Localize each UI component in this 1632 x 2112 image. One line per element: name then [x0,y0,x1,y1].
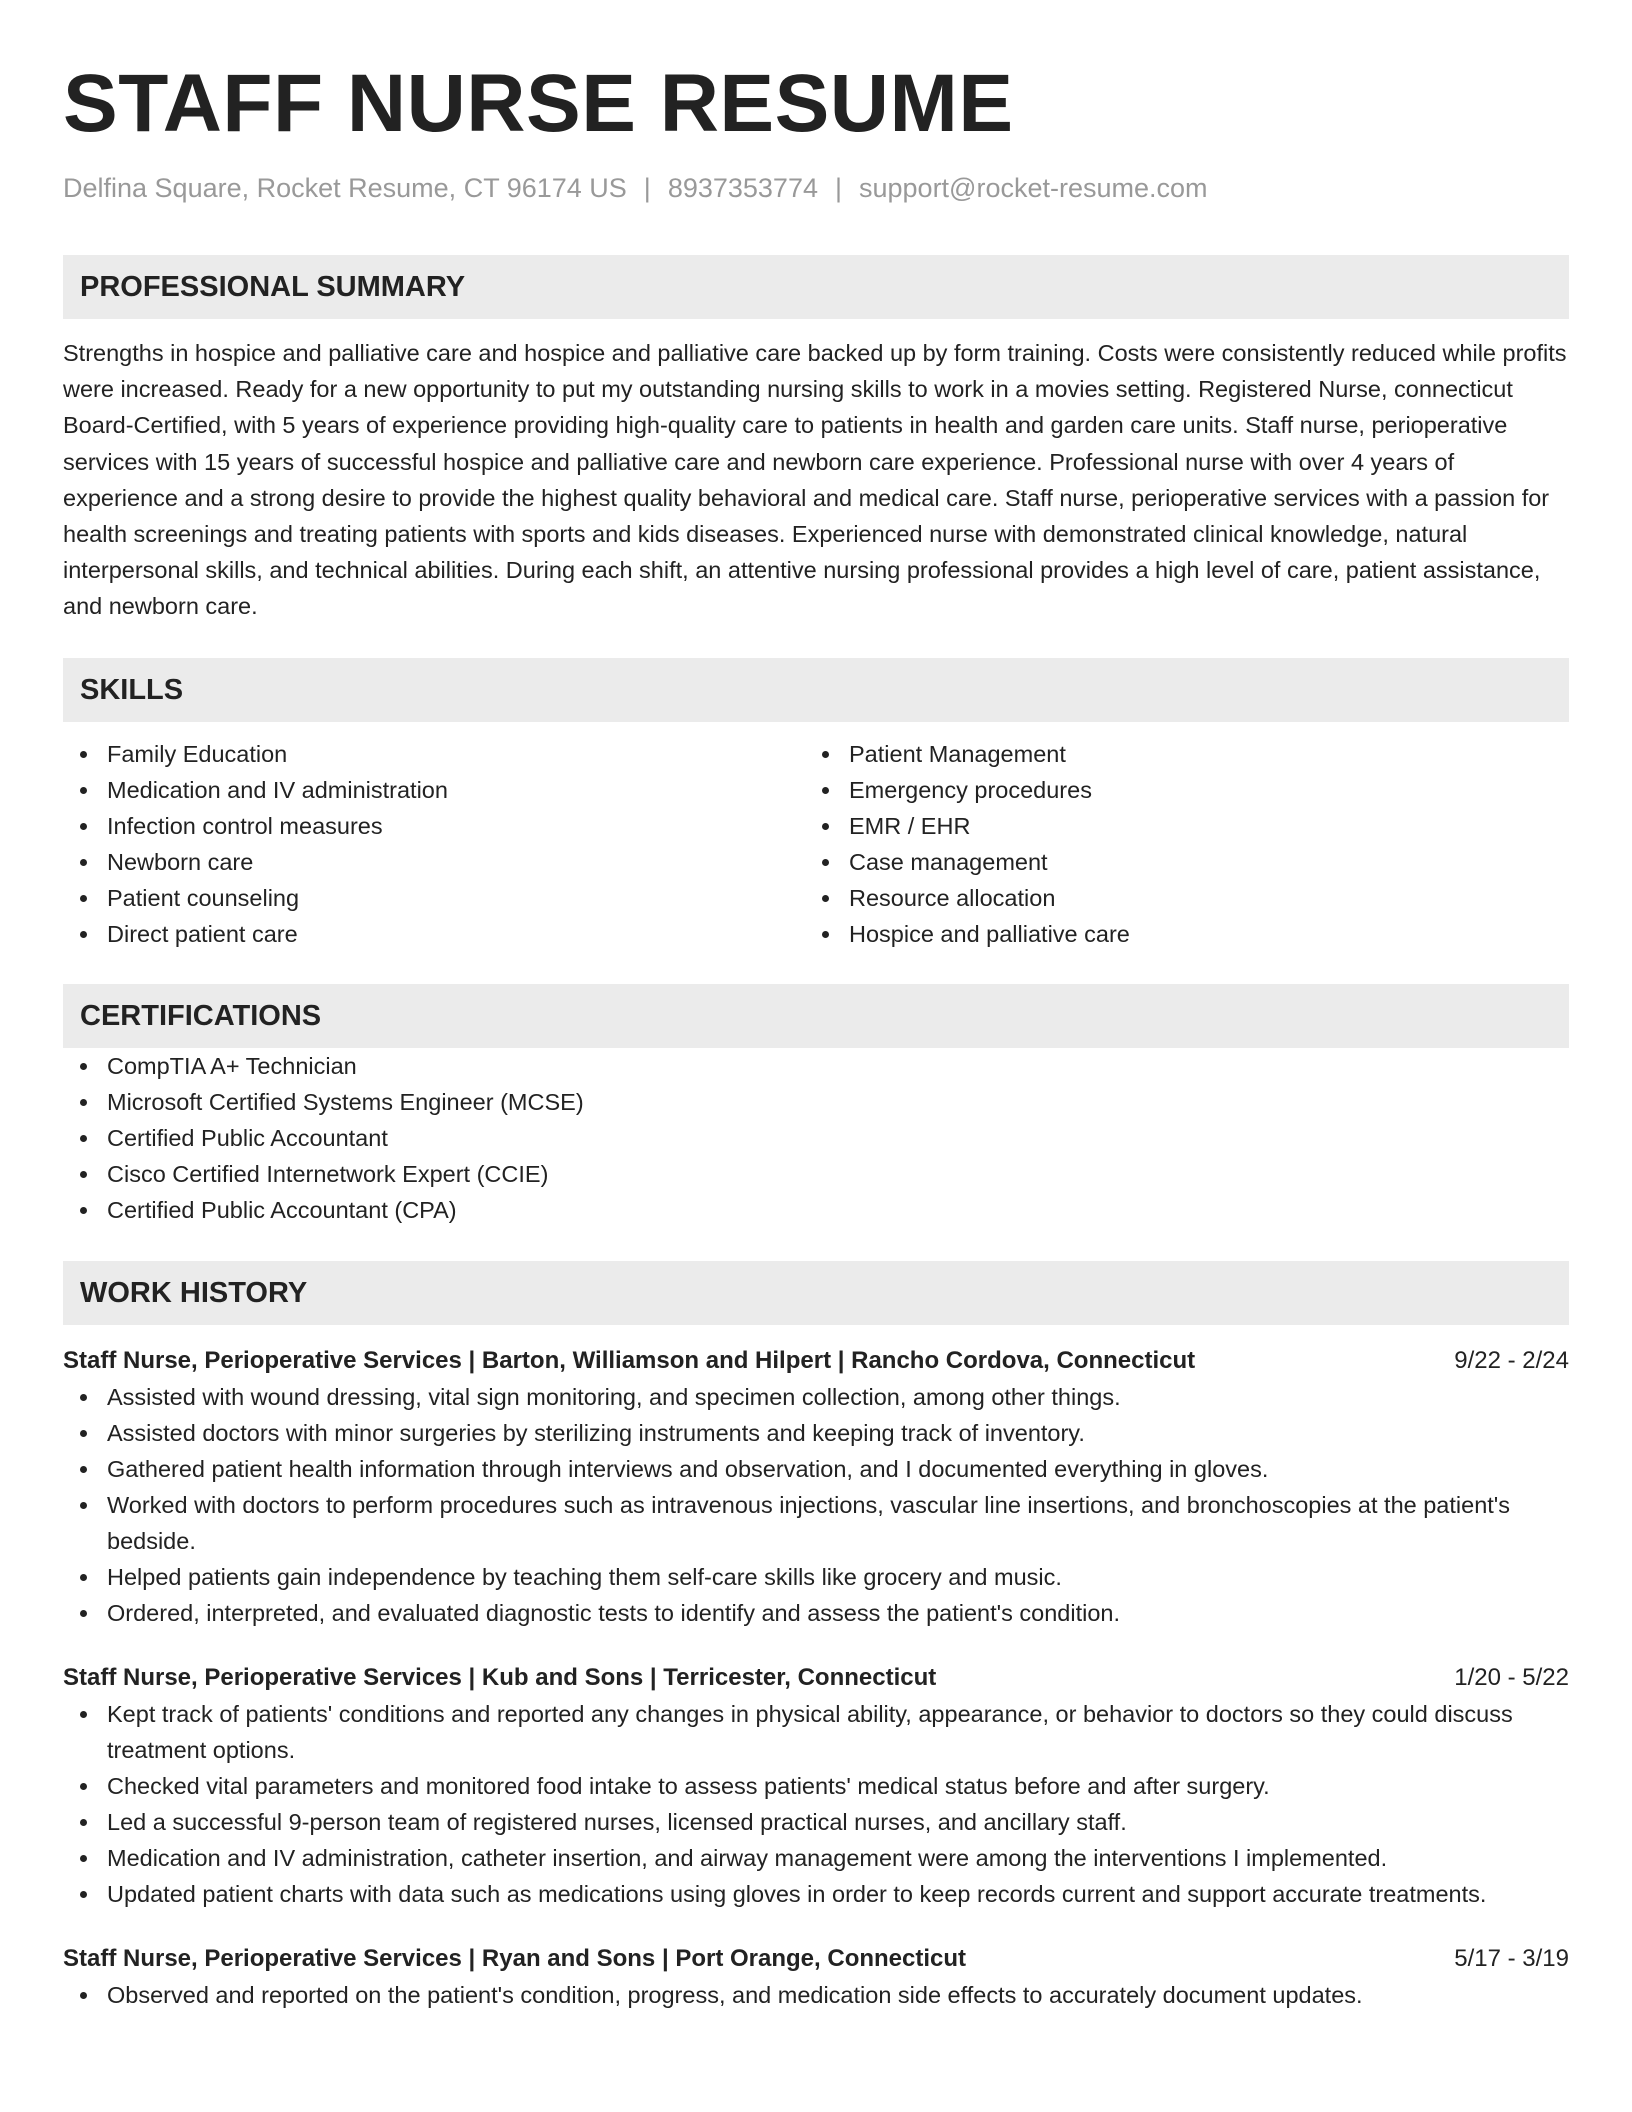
skill-item: Resource allocation [805,880,1547,916]
section-header-summary: PROFESSIONAL SUMMARY [63,255,1569,319]
contact-separator: | [643,173,651,203]
skill-item: EMR / EHR [805,808,1547,844]
job-bullet: Kept track of patients' conditions and reported any changes in physical ability, appearance, or behavior to doctors so they could discuss treatment options. [63,1696,1569,1768]
job-header [63,1660,1569,1696]
job-title: Staff Nurse, Perioperative Services | Ryan and Sons | Port Orange, Connecticut [63,1944,967,1972]
summary-text: Strengths in hospice and palliative care and hospice and palliative care backed up by form training. Costs were consistently reduced while profits were increased. Ready for a new opportunity to put my outstanding nursing skills to work in a movies setting. Registered Nurse, connecticut Board-Certified, with 5 years of experience providing high-quality care to patients in health and garden care units. Staff nurse, perioperative services with 15 years of successful hospice and palliative care and newborn care experience. Professional nurse with over 4 years of experience and a strong desire to provide the highest quality behavioral and medical care. Staff nurse, perioperative services with a passion for health screenings and treating patients with sports and kids diseases. Experienced nurse with demonstrated clinical knowledge, natural interpersonal skills, and technical abilities. During each shift, an attentive nursing professional provides a high level of care, patient assistance, and newborn care. [63,340,1567,620]
job-bullet: Gathered patient health information through interviews and observation, and I documented everything in gloves. [63,1451,1569,1487]
certifications-list [63,1048,1569,1228]
skill-item: Patient counseling [63,880,805,916]
address: Delfina Square, Rocket Resume, CT 96174 US [63,173,627,203]
page-title: STAFF NURSE RESUME [63,58,1014,149]
phone: 8937353774 [667,173,818,203]
section-header-skills: SKILLS [63,658,1569,722]
skill-item: Hospice and palliative care [805,916,1547,952]
skills-list-right [805,736,1547,952]
job-bullet: Checked vital parameters and monitored food intake to assess patients' medical status before and after surgery. [63,1768,1569,1804]
job-dates: 9/22 - 2/24 [1454,1346,1569,1374]
job-entry [63,1660,1569,1912]
job-bullet: Medication and IV administration, catheter insertion, and airway management were among the interventions I implemented. [63,1840,1569,1876]
job-dates: 1/20 - 5/22 [1454,1663,1569,1691]
skill-item: Infection control measures [63,808,805,844]
job-dates: 5/17 - 3/19 [1454,1944,1569,1972]
job-header [63,1941,1569,1977]
job-header [63,1343,1569,1379]
certification-item: Microsoft Certified Systems Engineer (MCSE) [63,1084,1569,1120]
job-bullet-list [63,1977,1569,2013]
skill-item: Direct patient care [63,916,805,952]
job-bullet: Worked with doctors to perform procedures such as intravenous injections, vascular line insertions, and bronchoscopies at the patient's bedside. [63,1487,1569,1559]
skills-column-left [63,736,805,952]
job-bullet: Assisted with wound dressing, vital sign monitoring, and specimen collection, among other things. [63,1379,1569,1415]
skill-item: Family Education [63,736,805,772]
certification-item: Certified Public Accountant (CPA) [63,1192,1569,1228]
job-bullet: Helped patients gain independence by teaching them self-care skills like grocery and music. [63,1559,1569,1595]
skill-item: Patient Management [805,736,1547,772]
skills-grid [63,736,1569,952]
job-title: Staff Nurse, Perioperative Services | Barton, Williamson and Hilpert | Rancho Cordova, Connecticut [63,1346,1196,1374]
job-entry [63,1343,1569,1631]
job-bullet: Ordered, interpreted, and evaluated diagnostic tests to identify and assess the patient's condition. [63,1595,1569,1631]
job-bullet-list [63,1379,1569,1631]
job-bullet-list [63,1696,1569,1912]
section-header-certifications: CERTIFICATIONS [63,984,1569,1048]
skill-item: Case management [805,844,1547,880]
job-bullet: Led a successful 9-person team of registered nurses, licensed practical nurses, and ancillary staff. [63,1804,1569,1840]
certification-item: Certified Public Accountant [63,1120,1569,1156]
contact-separator: | [834,173,842,203]
skill-item: Newborn care [63,844,805,880]
job-title: Staff Nurse, Perioperative Services | Kub and Sons | Terricester, Connecticut [63,1663,937,1691]
contact-line [63,170,1569,206]
section-header-work-history: WORK HISTORY [63,1261,1569,1325]
job-bullet: Updated patient charts with data such as medications using gloves in order to keep records current and support accurate treatments. [63,1876,1569,1912]
job-bullet: Observed and reported on the patient's condition, progress, and medication side effects to accurately document updates. [63,1977,1569,2013]
certification-item: CompTIA A+ Technician [63,1048,1569,1084]
skills-list-left [63,736,805,952]
skill-item: Emergency procedures [805,772,1547,808]
skill-item: Medication and IV administration [63,772,805,808]
certification-item: Cisco Certified Internetwork Expert (CCIE) [63,1156,1569,1192]
job-entry [63,1941,1569,2013]
job-bullet: Assisted doctors with minor surgeries by sterilizing instruments and keeping track of inventory. [63,1415,1569,1451]
skills-column-right [805,736,1547,952]
email: support@rocket-resume.com [859,173,1208,203]
